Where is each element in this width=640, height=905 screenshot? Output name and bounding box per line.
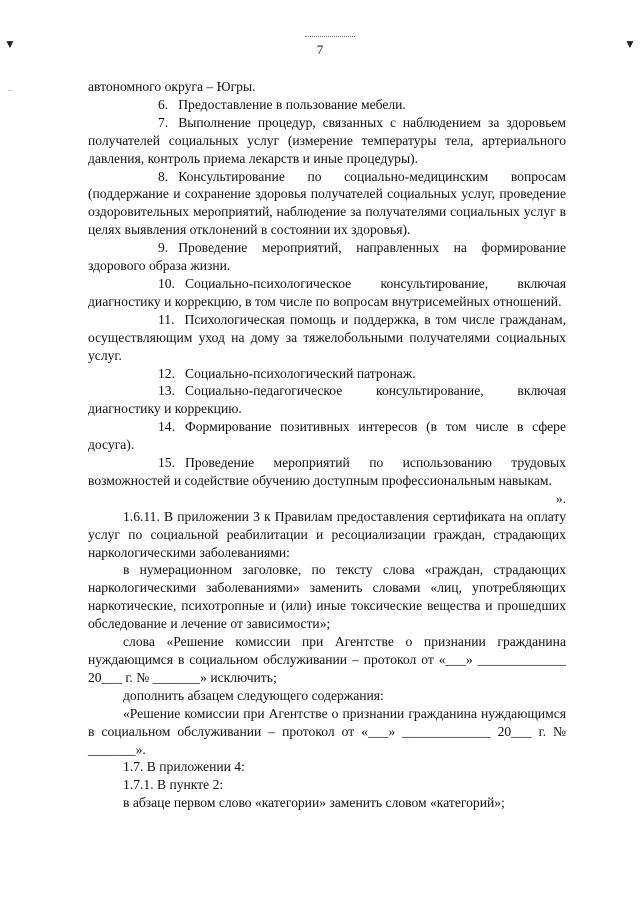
scan-edge-mark-right: ▼: [624, 37, 636, 51]
list-item-8: 8. Консультирование по социально-медицинским вопросам (поддержание и сохранение здоровья получателей социальных услуг, проведение оздоровительных мероприятий, наблюдение за получателями социальных услуг в целях выявления отклонений в состоянии их здоровья).: [88, 168, 566, 238]
amendment-add-paragraph: дополнить абзацем следующего содержания:: [123, 687, 384, 703]
amendment-1-6-11: 1.6.11. В приложении 3 к Правилам предоставления сертификата на оплату услуг по социальной реабилитации и ресоциализации граждан, страдающих наркологическими заболеваниями:: [88, 508, 566, 560]
list-item-14: 14. Формирование позитивных интересов (в том числе в сфере досуга).: [88, 419, 566, 453]
list-item-10: 10. Социально-психологическое консультирование, включая диагностику и коррекцию, в том числе по вопросам внутрисемейных отношений.: [88, 275, 566, 309]
list-item-13: 13. Социально-педагогическое консультирование, включая диагностику и коррекцию.: [88, 383, 566, 417]
list-item-9: 9. Проведение мероприятий, направленных на формирование здорового образа жизни.: [88, 240, 566, 274]
list-item-11: 11. Психологическая помощь и поддержка, в том числе гражданам, осуществляющим уход на дому за тяжелобольными получателями социальных услуг.: [88, 311, 566, 363]
amendment-1-7-1: 1.7.1. В пункте 2:: [123, 777, 224, 793]
amendment-heading-change: в нумерационном заголовке, по тексту слова «граждан, страдающих наркологическими заболеваниями» заменить словами «лиц, употребляющих наркотические, психотропные и (или) иные токсические вещества и прошедших обследование и лечение от зависимости»;: [88, 562, 566, 632]
amendment-word-replace: в абзаце первом слово «категории» заменить словом «категорий»;: [123, 795, 505, 811]
amendment-delete-words: слова «Решение комиссии при Агентстве о признании гражданина нуждающимся в социальном обслуживании – протокол от «___» _____________ 20___ г. № _______» исключить;: [88, 634, 566, 685]
list-item-7: 7. Выполнение процедур, связанных с наблюдением за здоровьем получателей социальных услуг (измерение температуры тела, артериального давления, контроль приема лекарств и иные процедуры).: [88, 114, 566, 166]
scan-edge-mark-left: ▼: [4, 37, 16, 51]
list-item-15: 15. Проведение мероприятий по использованию трудовых возможностей и содействие обучению доступным профессиональным навыкам.: [88, 455, 566, 488]
header-rule: [305, 36, 355, 37]
list-item-12: 12. Социально-психологический патронаж.: [158, 365, 416, 381]
closing-quote: ».: [555, 490, 566, 506]
amendment-1-7: 1.7. В приложении 4:: [123, 759, 245, 775]
document-body: [88, 78, 566, 812]
paragraph-continuation: автономного округа – Югры.: [88, 79, 256, 94]
amendment-new-paragraph-text: «Решение комиссии при Агентстве о признании гражданина нуждающимся в социальном обслуживании – протокол от «___» _____________ 20___ г. № _______».: [88, 705, 566, 757]
list-item-6: 6. Предоставление в пользование мебели.: [158, 96, 406, 112]
page-number: 7: [316, 42, 324, 57]
scan-artifact: [8, 90, 12, 91]
